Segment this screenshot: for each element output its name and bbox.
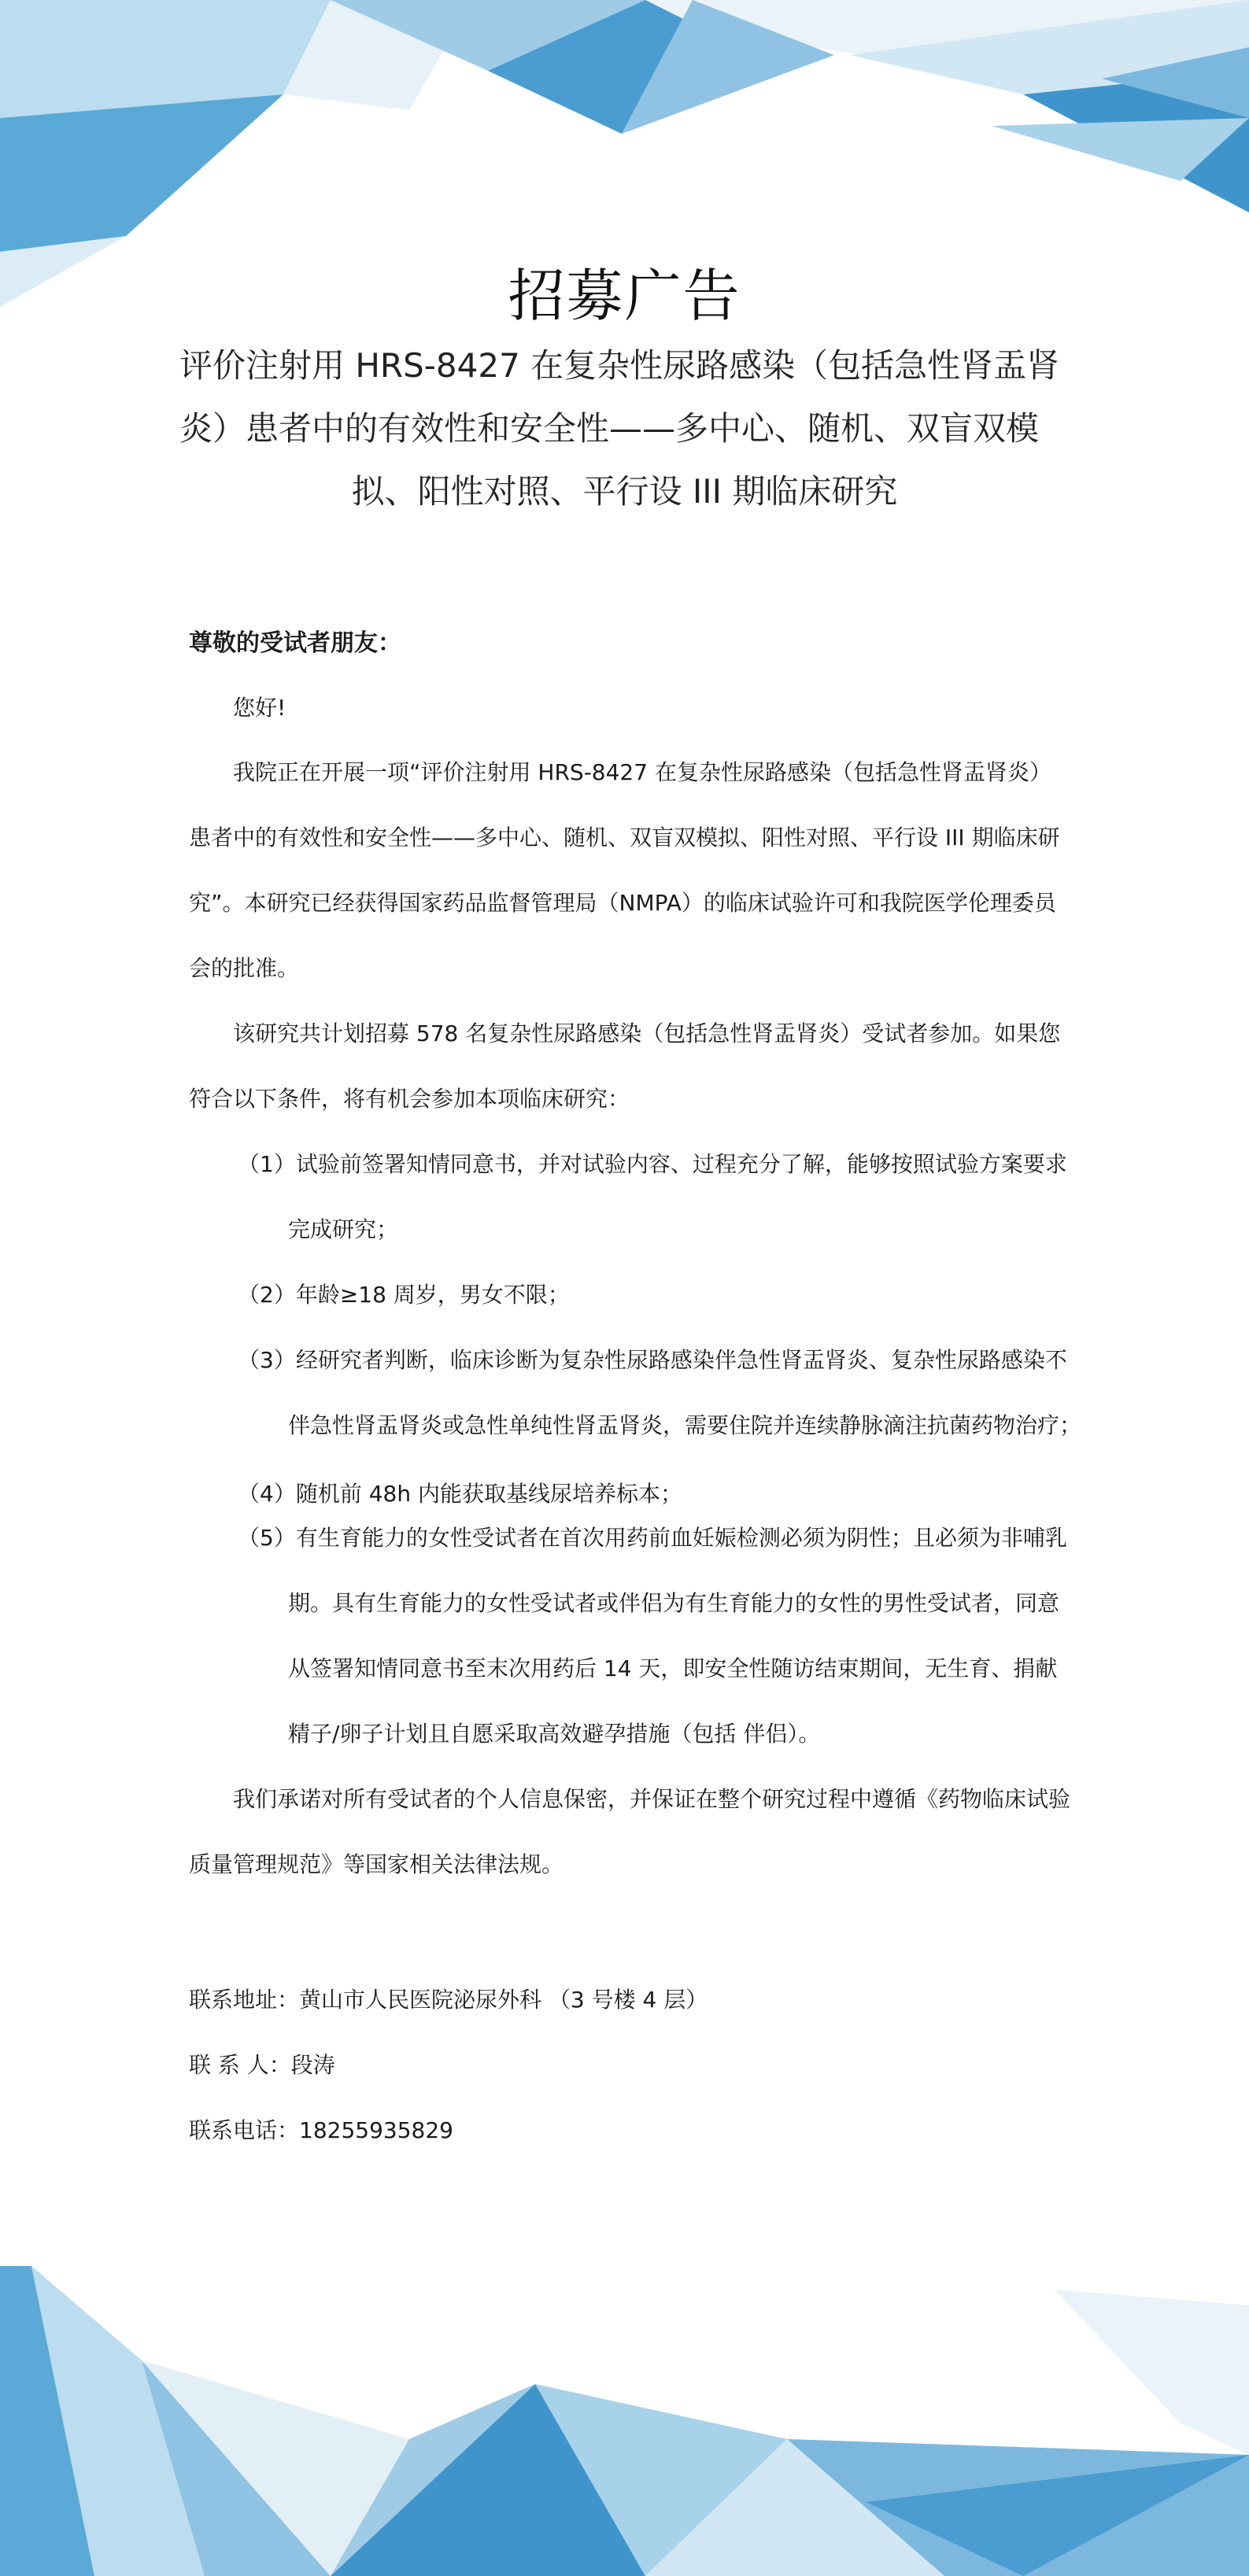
plan-line-1: 该研究共计划招募 578 名复杂性尿路感染（包括急性肾盂肾炎）受试者参加。如果您: [233, 1020, 1061, 1046]
criteria-line-9: 从签署知情同意书至末次用药后 14 天，即安全性随访结束期间，无生育、捐献: [288, 1655, 1058, 1681]
privacy-line-1: 我们承诺对所有受试者的个人信息保密，并保证在整个研究过程中遵循《药物临床试验: [233, 1786, 1071, 1812]
criteria-line-10: 精子/卵子计划且自愿采取高效避孕措施（包括 伴侣）。: [288, 1721, 821, 1747]
criteria-line-2: 完成研究；: [288, 1216, 399, 1242]
criteria-line-8: 期。具有生育能力的女性受试者或伴侣为有生育能力的女性的男性受试者，同意: [288, 1590, 1060, 1616]
plan-line-2: 符合以下条件，将有机会参加本项临床研究：: [189, 1086, 630, 1112]
criteria-line-3: （2）年龄≥18 周岁，男女不限；: [238, 1282, 570, 1308]
page-title: 招募广告: [508, 263, 741, 329]
criteria-line-5: 伴急性肾盂肾炎或急性单纯性肾盂肾炎，需要住院并连续静脉滴注抗菌药物治疗；: [288, 1412, 1082, 1438]
intro-line-2: 患者中的有效性和安全性——多中心、随机、双盲双模拟、阳性对照、平行设 III 期临床研: [189, 825, 1060, 851]
criteria-line-1: （1）试验前签署知情同意书，并对试验内容、过程充分了解，能够按照试验方案要求: [238, 1151, 1067, 1177]
contact-address: 联系地址：黄山市人民医院泌尿外科 （3 号楼 4 层）: [189, 1987, 708, 2013]
hello-text: 您好!: [233, 695, 286, 721]
intro-line-1: 我院正在开展一项“评价注射用 HRS-8427 在复杂性尿路感染（包括急性肾盂肾炎）: [233, 759, 1051, 785]
subtitle-line-2: 炎）患者中的有效性和安全性——多中心、随机、双盲双模: [179, 409, 1040, 448]
intro-line-3: 究”。本研究已经获得国家药品监督管理局（NMPA）的临床试验许可和我院医学伦理委员: [189, 890, 1056, 916]
subtitle-line-1: 评价注射用 HRS-8427 在复杂性尿路感染（包括急性肾盂肾: [179, 346, 1060, 385]
bottom-decoration: [0, 2266, 1249, 2576]
privacy-line-2: 质量管理规范》等国家相关法律法规。: [189, 1851, 564, 1877]
criteria-line-4: （3）经研究者判断，临床诊断为复杂性尿路感染伴急性肾盂肾炎、复杂性尿路感染不: [238, 1347, 1067, 1373]
criteria-line-6: （4）随机前 48h 内能获取基线尿培养标本；: [238, 1481, 682, 1507]
intro-line-4: 会的批准。: [189, 955, 300, 981]
subtitle-line-3: 拟、阳性对照、平行设 III 期临床研究: [351, 472, 898, 511]
criteria-line-7: （5）有生育能力的女性受试者在首次用药前血妊娠检测必须为阴性；且必须为非哺乳: [238, 1525, 1067, 1551]
contact-person: 联 系 人：段涛: [189, 2052, 335, 2078]
greeting: 尊敬的受试者朋友：: [189, 629, 401, 657]
contact-phone: 联系电话：18255935829: [189, 2117, 453, 2143]
